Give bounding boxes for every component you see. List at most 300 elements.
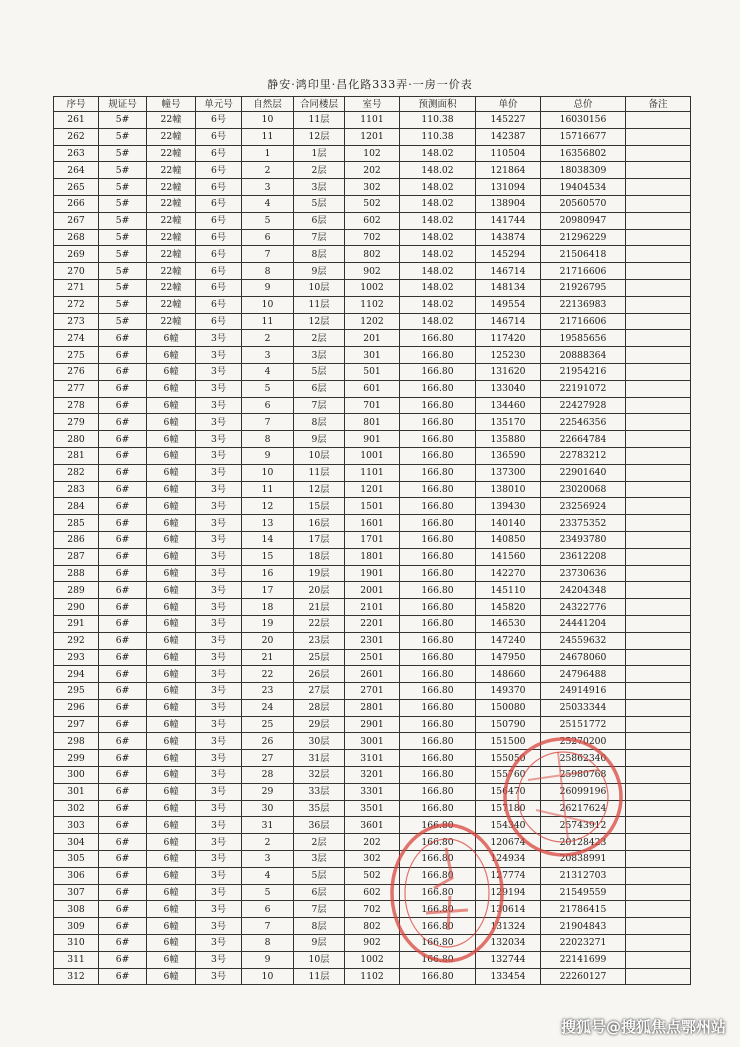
table-cell: 10 [242,296,294,313]
table-cell: 2001 [345,582,400,599]
table-row [54,817,691,834]
table-cell: 3号 [196,851,242,868]
table-cell: 23612208 [541,548,626,565]
table-cell: 3号 [196,431,242,448]
table-cell: 1102 [345,968,400,985]
table-row [54,481,691,498]
table-cell: 9 [242,447,294,464]
table-cell: 3号 [196,615,242,632]
table-cell: 18038309 [541,162,626,179]
table-cell: 284 [54,498,99,515]
table-cell: 24204348 [541,582,626,599]
table-cell: 309 [54,918,99,935]
table-cell: 18层 [294,548,345,565]
table-cell: 148.02 [400,179,476,196]
table-cell: 148.02 [400,279,476,296]
table-cell: 6幢 [147,582,196,599]
table-cell: 166.80 [400,867,476,884]
table-cell [626,599,691,616]
table-cell: 145294 [476,246,541,263]
table-cell: 149554 [476,296,541,313]
table-cell: 143874 [476,229,541,246]
table-cell: 300 [54,767,99,784]
table-row [54,128,691,145]
table-cell: 3层 [294,347,345,364]
table-row [54,582,691,599]
table-cell: 22幢 [147,212,196,229]
table-cell: 10层 [294,447,345,464]
table-cell: 268 [54,229,99,246]
table-cell [626,263,691,280]
table-cell: 151500 [476,733,541,750]
table-cell: 142270 [476,565,541,582]
table-cell: 297 [54,716,99,733]
table-cell: 6# [99,817,147,834]
table-cell: 11 [242,128,294,145]
table-cell: 285 [54,515,99,532]
table-cell: 7层 [294,229,345,246]
table-cell: 602 [345,884,400,901]
table-cell: 141560 [476,548,541,565]
table-row [54,112,691,129]
table-cell: 10 [242,968,294,985]
table-cell: 6# [99,615,147,632]
table-cell: 166.80 [400,666,476,683]
table-cell: 166.80 [400,548,476,565]
table-cell: 148.02 [400,313,476,330]
table-cell: 3号 [196,683,242,700]
table-cell: 9层 [294,431,345,448]
table-cell: 6# [99,884,147,901]
table-cell: 278 [54,397,99,414]
table-cell: 6号 [196,145,242,162]
table-cell [626,498,691,515]
table-cell [626,447,691,464]
table-cell: 137300 [476,464,541,481]
table-cell: 3号 [196,783,242,800]
table-cell: 292 [54,632,99,649]
table-cell: 22幢 [147,313,196,330]
table-cell: 6号 [196,313,242,330]
table-cell: 6# [99,431,147,448]
table-row [54,615,691,632]
table-cell: 3层 [294,851,345,868]
table-cell: 166.80 [400,599,476,616]
table-cell: 273 [54,313,99,330]
table-cell: 11 [242,313,294,330]
table-cell: 166.80 [400,918,476,935]
table-cell: 305 [54,851,99,868]
column-header: 合同楼层 [294,97,345,112]
table-cell: 270 [54,263,99,280]
table-cell: 6# [99,347,147,364]
table-cell: 261 [54,112,99,129]
table-cell: 1层 [294,145,345,162]
table-cell: 301 [54,783,99,800]
table-cell: 21296229 [541,229,626,246]
table-cell: 134460 [476,397,541,414]
table-row [54,363,691,380]
table-row [54,951,691,968]
table-cell: 17层 [294,531,345,548]
table-cell: 6幢 [147,431,196,448]
table-cell: 5# [99,296,147,313]
table-cell: 24441204 [541,615,626,632]
table-cell: 3号 [196,481,242,498]
table-cell: 166.80 [400,464,476,481]
table-cell [626,699,691,716]
table-cell: 271 [54,279,99,296]
table-cell: 166.80 [400,767,476,784]
table-cell: 15 [242,548,294,565]
table-cell: 22 [242,666,294,683]
table-cell: 166.80 [400,615,476,632]
table-cell: 12 [242,498,294,515]
table-row [54,145,691,162]
table-cell [626,431,691,448]
table-cell: 6# [99,515,147,532]
table-row [54,632,691,649]
table-cell: 30 [242,800,294,817]
table-cell [626,834,691,851]
table-cell: 5# [99,128,147,145]
table-cell [626,531,691,548]
table-cell: 6号 [196,212,242,229]
table-cell: 15层 [294,498,345,515]
table-cell: 3001 [345,733,400,750]
table-cell: 2701 [345,683,400,700]
table-cell: 1101 [345,112,400,129]
table-cell: 19585656 [541,330,626,347]
table-cell: 140850 [476,531,541,548]
table-cell: 281 [54,447,99,464]
table-cell: 166.80 [400,884,476,901]
table-cell: 132744 [476,951,541,968]
table-cell: 6幢 [147,380,196,397]
table-cell [626,363,691,380]
table-row [54,279,691,296]
table-cell: 262 [54,128,99,145]
table-cell [626,296,691,313]
table-cell: 19层 [294,565,345,582]
table-cell: 5层 [294,867,345,884]
table-cell: 802 [345,918,400,935]
table-cell: 3号 [196,447,242,464]
table-cell: 5# [99,179,147,196]
table-cell: 6# [99,363,147,380]
table-cell: 148.02 [400,162,476,179]
table-cell: 2层 [294,330,345,347]
table-row [54,767,691,784]
table-cell: 148134 [476,279,541,296]
table-row [54,733,691,750]
table-row [54,716,691,733]
table-cell: 3号 [196,699,242,716]
table-cell: 602 [345,212,400,229]
table-cell: 6层 [294,884,345,901]
table-cell: 5# [99,145,147,162]
table-cell: 16层 [294,515,345,532]
table-cell: 6号 [196,229,242,246]
table-cell: 24678060 [541,649,626,666]
table-cell: 290 [54,599,99,616]
table-cell: 6幢 [147,683,196,700]
table-cell: 23256924 [541,498,626,515]
table-cell [626,666,691,683]
table-row [54,263,691,280]
table-cell: 2 [242,330,294,347]
table-cell: 125230 [476,347,541,364]
table-cell: 24 [242,699,294,716]
table-cell [626,464,691,481]
table-cell: 146530 [476,615,541,632]
table-cell: 502 [345,867,400,884]
table-cell: 166.80 [400,699,476,716]
table-cell: 1901 [345,565,400,582]
table-cell [626,313,691,330]
table-cell: 22幢 [147,246,196,263]
table-cell: 902 [345,935,400,952]
table-cell: 3号 [196,531,242,548]
table-cell: 7层 [294,397,345,414]
table-cell: 166.80 [400,498,476,515]
table-cell [626,548,691,565]
table-cell: 306 [54,867,99,884]
table-cell: 6幢 [147,632,196,649]
table-cell: 166.80 [400,515,476,532]
table-cell: 5# [99,313,147,330]
table-cell: 6# [99,750,147,767]
table-cell: 25 [242,716,294,733]
table-cell: 3号 [196,867,242,884]
table-cell: 202 [345,162,400,179]
table-cell: 148.02 [400,296,476,313]
table-cell: 3号 [196,649,242,666]
table-cell: 166.80 [400,935,476,952]
table-cell: 20980947 [541,212,626,229]
table-cell: 6幢 [147,750,196,767]
table-cell [626,279,691,296]
table-cell: 202 [345,834,400,851]
table-cell: 6# [99,414,147,431]
table-cell: 22幢 [147,179,196,196]
table-row [54,179,691,196]
table-cell: 20层 [294,582,345,599]
table-cell: 6幢 [147,615,196,632]
table-cell: 276 [54,363,99,380]
table-cell: 5# [99,112,147,129]
table-cell: 22幢 [147,263,196,280]
table-cell: 155050 [476,750,541,767]
table-cell [626,112,691,129]
table-cell: 21506418 [541,246,626,263]
table-cell: 2层 [294,834,345,851]
table-cell: 269 [54,246,99,263]
table-cell: 147950 [476,649,541,666]
table-cell: 307 [54,884,99,901]
table-cell: 33层 [294,783,345,800]
table-cell: 22幢 [147,195,196,212]
table-cell: 136590 [476,447,541,464]
table-cell: 9 [242,951,294,968]
table-cell: 1601 [345,515,400,532]
table-cell: 6幢 [147,884,196,901]
table-cell: 6幢 [147,783,196,800]
table-cell: 166.80 [400,716,476,733]
table-cell: 5 [242,884,294,901]
table-cell: 6# [99,599,147,616]
table-cell: 301 [345,347,400,364]
table-cell: 35层 [294,800,345,817]
table-cell: 9层 [294,935,345,952]
table-row [54,162,691,179]
table-cell: 6幢 [147,515,196,532]
table-cell: 6幢 [147,548,196,565]
table-cell: 6号 [196,162,242,179]
table-row [54,783,691,800]
table-cell: 138010 [476,481,541,498]
table-cell: 166.80 [400,531,476,548]
table-cell: 22136983 [541,296,626,313]
table-cell: 6幢 [147,464,196,481]
table-cell: 16356802 [541,145,626,162]
table-cell: 6# [99,951,147,968]
table-cell: 311 [54,951,99,968]
table-cell: 22141699 [541,951,626,968]
table-cell: 131620 [476,363,541,380]
table-cell: 13 [242,515,294,532]
table-cell: 166.80 [400,582,476,599]
table-cell: 21954216 [541,363,626,380]
table-cell: 293 [54,649,99,666]
table-cell: 129194 [476,884,541,901]
table-cell [626,162,691,179]
table-cell: 3号 [196,565,242,582]
table-cell: 2901 [345,716,400,733]
table-cell: 6# [99,330,147,347]
table-cell: 11层 [294,112,345,129]
table-cell: 25270200 [541,733,626,750]
table-cell: 6幢 [147,498,196,515]
table-cell: 28 [242,767,294,784]
table-row [54,565,691,582]
table-cell: 3号 [196,884,242,901]
table-cell [626,683,691,700]
table-cell: 8 [242,935,294,952]
table-cell: 1202 [345,313,400,330]
table-cell: 1101 [345,464,400,481]
table-cell: 20888364 [541,347,626,364]
table-cell: 23层 [294,632,345,649]
table-row [54,498,691,515]
table-cell: 166.80 [400,800,476,817]
table-cell: 3号 [196,632,242,649]
table-cell: 6# [99,548,147,565]
table-cell: 3号 [196,968,242,985]
table-cell: 7 [242,918,294,935]
table-row [54,531,691,548]
table-cell: 1001 [345,447,400,464]
table-cell: 6# [99,767,147,784]
table-cell: 6幢 [147,935,196,952]
table-cell: 28层 [294,699,345,716]
table-cell: 5# [99,246,147,263]
table-cell: 148.02 [400,145,476,162]
table-cell [626,615,691,632]
table-cell: 3号 [196,901,242,918]
table-cell: 2101 [345,599,400,616]
table-cell: 166.80 [400,565,476,582]
table-cell: 3号 [196,935,242,952]
table-cell: 25743912 [541,817,626,834]
table-cell: 702 [345,229,400,246]
table-cell: 299 [54,750,99,767]
table-cell [626,515,691,532]
table-row [54,968,691,985]
table-row [54,296,691,313]
table-cell [626,330,691,347]
table-cell: 6幢 [147,901,196,918]
table-cell: 272 [54,296,99,313]
table-row [54,599,691,616]
table-cell: 6# [99,531,147,548]
column-header: 自然层 [242,97,294,112]
table-cell: 289 [54,582,99,599]
table-cell: 145820 [476,599,541,616]
table-row [54,431,691,448]
table-cell: 20 [242,632,294,649]
table-cell: 3号 [196,548,242,565]
table-cell: 24914916 [541,683,626,700]
table-cell: 21716606 [541,313,626,330]
table-cell: 12层 [294,481,345,498]
table-cell: 6# [99,851,147,868]
table-cell: 6# [99,800,147,817]
table-cell: 131094 [476,179,541,196]
table-cell: 146714 [476,263,541,280]
table-cell: 7 [242,246,294,263]
table-cell: 6幢 [147,817,196,834]
table-cell: 22260127 [541,968,626,985]
table-cell: 6层 [294,380,345,397]
table-cell: 2 [242,834,294,851]
table-cell: 29层 [294,716,345,733]
table-cell: 6幢 [147,834,196,851]
table-cell: 302 [345,179,400,196]
table-cell: 22023271 [541,935,626,952]
table-cell: 23493780 [541,531,626,548]
table-cell: 6# [99,901,147,918]
table-row [54,246,691,263]
table-cell: 312 [54,968,99,985]
table-cell: 30层 [294,733,345,750]
table-cell: 8层 [294,918,345,935]
table-cell: 22幢 [147,279,196,296]
table-cell: 148.02 [400,212,476,229]
table-cell: 25033344 [541,699,626,716]
table-cell: 6号 [196,112,242,129]
table-row [54,851,691,868]
table-cell [626,481,691,498]
table-cell: 6# [99,464,147,481]
table-row [54,330,691,347]
table-cell [626,380,691,397]
table-cell: 166.80 [400,783,476,800]
price-table [53,96,691,985]
table-cell: 21904843 [541,918,626,935]
table-cell: 6幢 [147,733,196,750]
table-cell: 11层 [294,464,345,481]
